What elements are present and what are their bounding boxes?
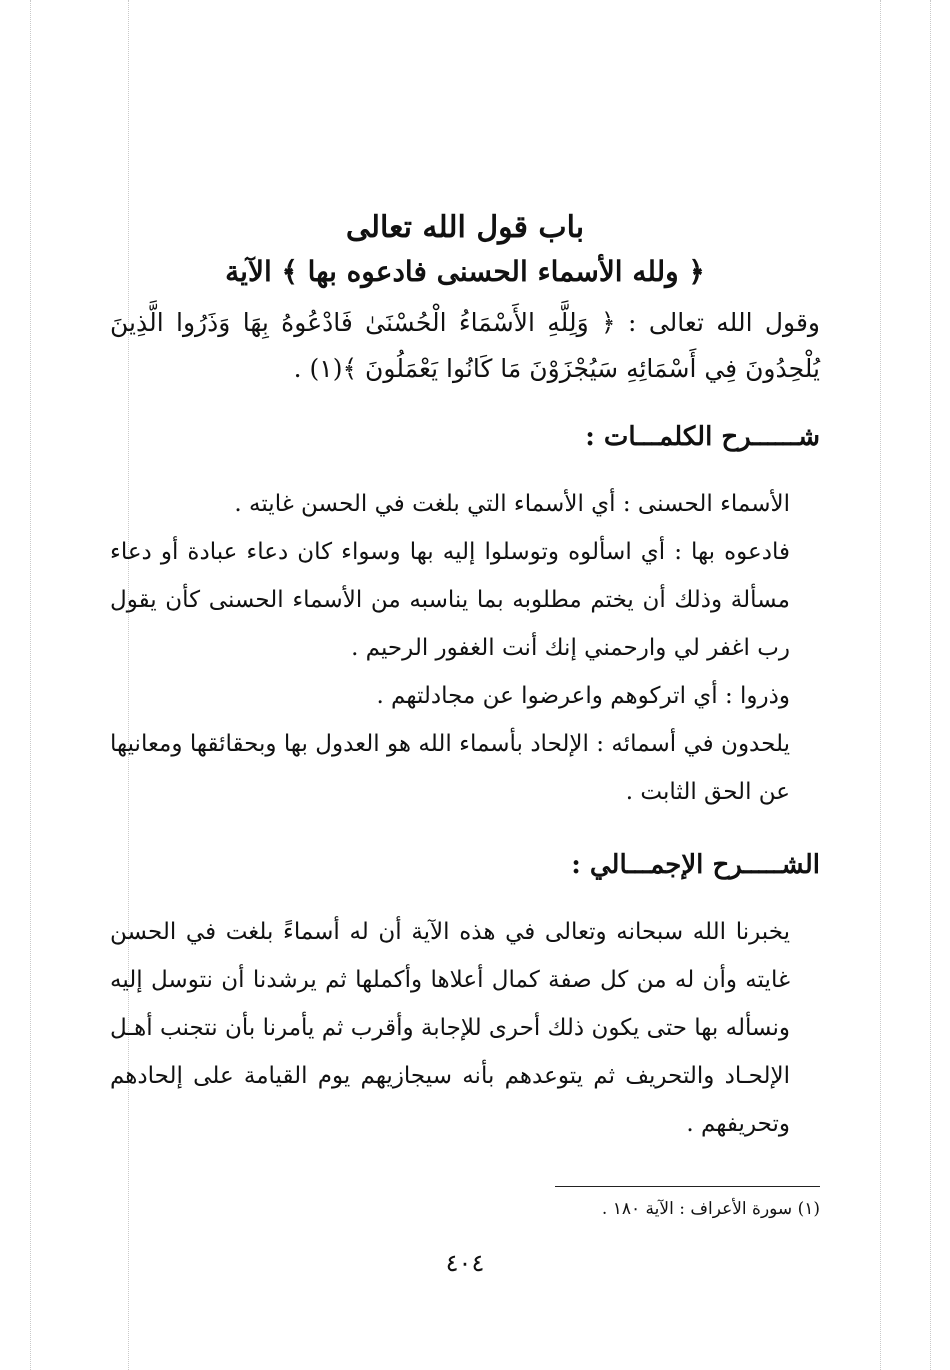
page-number: ٤٠٤ (445, 1249, 485, 1277)
chapter-title: باب قول الله تعالى (345, 210, 585, 245)
word-definition: الأسماء الحسنى : أي الأسماء التي بلغت في الحسن غايته . (234, 491, 790, 517)
scan-margin-line (930, 0, 931, 1370)
verse-paragraph: وقول الله تعالى : ﴿ وَلِلَّهِ الأَسْمَاءُ الْحُسْنَىٰ فَادْعُوهُ بِهَا وَذَرُوا الَّذِينَ يُلْحِدُونَ فِي أَسْمَائِهِ سَيُجْزَوْنَ مَا كَانُوا يَعْمَلُونَ ﴾(١) . (110, 308, 820, 383)
document-page (110, 200, 820, 1277)
summary-paragraph: يخبرنا الله سبحانه وتعالى في هذه الآية أن له أسماءً بلغت في الحسن غايته وأن له من كل صفة كمال أعلاها وأكملها ثم يرشدنا أن نتوسل إليه ونسأله بها حتى يكون ذلك أحرى للإجابة وأقرب ثم يأمرنا بأن نتجنب أهـل الإلحـاد والتحريف ثم يتوعدهم بأنه سيجازيهم يوم القيامة على إلحادهم وتحريفهم . (109, 919, 790, 1137)
footnote-divider (555, 1186, 820, 1187)
scan-margin-line (880, 0, 881, 1370)
chapter-subtitle: ﴿ ولله الأسماء الحسنى فادعوه بها ﴾ الآية (225, 255, 705, 288)
word-definition: فادعوه بها : أي اسألوه وتوسلوا إليه بها وسواء كان دعاء عبادة أو دعاء مسألة وذلك أن يختم مطلوبه بما يناسبه من الأسماء الحسنى كأن يقول رب اغفر لي وارحمني إنك أنت الغفور الرحيم . (110, 539, 790, 661)
footnote: (١) سورة الأعراف : الآية ١٨٠ . (601, 1199, 820, 1219)
words-section-heading: شــــــرح الكلمـــات : (585, 422, 820, 452)
word-definition: يلحدون في أسمائه : الإلحاد بأسماء الله هو العدول بها وبحقائقها ومعانيها عن الحق الثابت . (110, 731, 790, 805)
word-definition: وذروا : أي اتركوهم واعرضوا عن مجادلتهم . (376, 683, 790, 709)
scan-margin-line (30, 0, 31, 1370)
summary-section-heading: الشـــــرح الإجمـــالي : (571, 850, 820, 880)
